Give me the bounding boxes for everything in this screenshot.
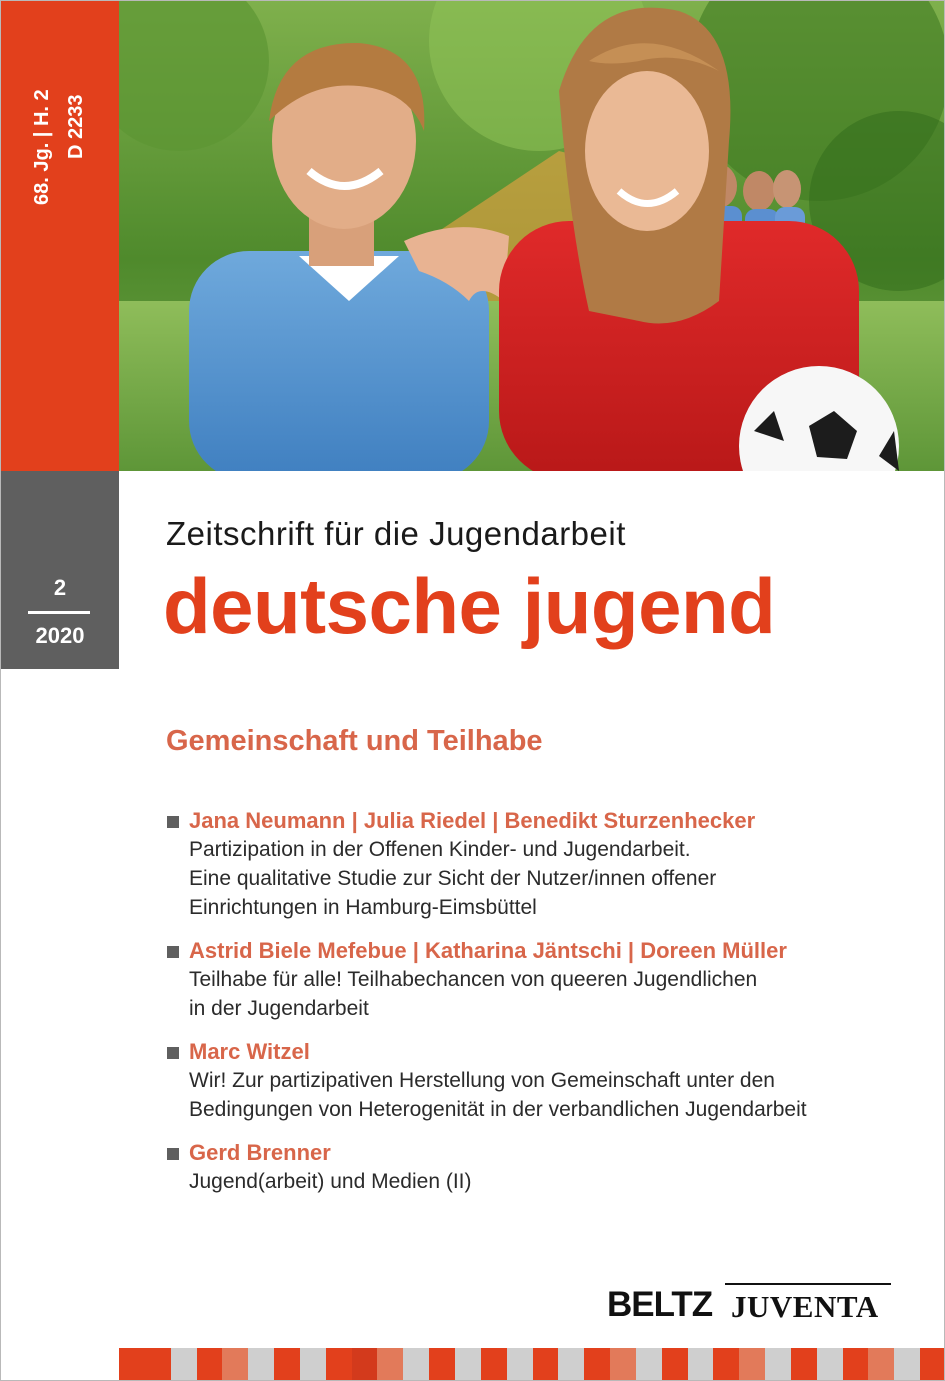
stripe-segment: [507, 1348, 533, 1381]
stripe-segment: [843, 1348, 869, 1381]
stripe-segment: [377, 1348, 403, 1381]
publisher-logo: [607, 1283, 891, 1323]
stripe-segment: [197, 1348, 223, 1381]
journal-subtitle: Zeitschrift für die Jugendarbeit: [166, 515, 626, 552]
stripe-segment: [868, 1348, 894, 1381]
article-authors: Jana Neumann | Julia Riedel | Benedikt Sturzenhecker: [189, 808, 756, 833]
issue-theme: Gemeinschaft und Teilhabe: [166, 725, 543, 757]
stripe-segment: [610, 1348, 636, 1381]
stripe-segment: [584, 1348, 610, 1381]
bullet-square-icon: [167, 1047, 179, 1059]
stripe-segment: [145, 1348, 171, 1381]
stripe-segment: [429, 1348, 455, 1381]
issue-divider: [28, 611, 90, 614]
article-authors: Gerd Brenner: [189, 1140, 331, 1165]
stripe-segment: [481, 1348, 507, 1381]
stripe-segment: [894, 1348, 920, 1381]
article-title-line: Jugend(arbeit) und Medien (II): [189, 1170, 472, 1193]
article-title-line: Wir! Zur partizipativen Herstellung von Gemeinschaft unter den: [189, 1069, 775, 1092]
stripe-segment: [248, 1348, 274, 1381]
stripe-segment: [222, 1348, 248, 1381]
stripe-segment: [920, 1348, 945, 1381]
stripe-segment: [455, 1348, 481, 1381]
stripe-segment: [662, 1348, 688, 1381]
journal-title: deutsche jugend: [163, 562, 776, 650]
article-title-line: Partizipation in der Offenen Kinder- und Jugendarbeit.: [189, 838, 691, 861]
cover-photo: [119, 1, 945, 471]
article-title-line: Einrichtungen in Hamburg-Eimsbüttel: [189, 896, 537, 919]
article-title-line: Bedingungen von Heterogenität in der verbandlichen Jugendarbeit: [189, 1098, 807, 1121]
stripe-segment: [688, 1348, 714, 1381]
article-authors: Marc Witzel: [189, 1039, 310, 1064]
stripe-segment: [171, 1348, 197, 1381]
stripe-segment: [765, 1348, 791, 1381]
article-title-line: in der Jugendarbeit: [189, 997, 369, 1020]
stripe-segment: [326, 1348, 352, 1381]
article-item: [166, 1037, 906, 1124]
article-authors: Astrid Biele Mefebue | Katharina Jäntschi | Doreen Müller: [189, 938, 787, 963]
stripe-segment: [300, 1348, 326, 1381]
stripe-segment: [274, 1348, 300, 1381]
stripe-segment: [713, 1348, 739, 1381]
issue-year: 2020: [35, 623, 85, 648]
publisher-name-beltz: BELTZ: [607, 1285, 713, 1324]
bullet-square-icon: [167, 816, 179, 828]
stripe-segment: [739, 1348, 765, 1381]
bullet-square-icon: [167, 946, 179, 958]
issue-number: 2: [53, 575, 67, 600]
sidebar-red-band: [1, 1, 119, 471]
article-list: [166, 806, 906, 1210]
article-item: [166, 1138, 906, 1196]
stripe-segment: [791, 1348, 817, 1381]
bullet-square-icon: [167, 1148, 179, 1160]
sidebar-volume-block: [31, 41, 91, 205]
logo-rule: [725, 1283, 891, 1285]
article-item: [166, 806, 906, 922]
stripe-segment: [119, 1348, 145, 1381]
stripe-segment: [636, 1348, 662, 1381]
article-item: [166, 936, 906, 1023]
stripe-segment: [817, 1348, 843, 1381]
article-title-line: Teilhabe für alle! Teilhabechancen von queeren Jugendlichen: [189, 968, 758, 991]
stripe-segment: [403, 1348, 429, 1381]
publisher-name-juventa: JUVENTA: [731, 1289, 879, 1324]
stripe-segment: [558, 1348, 584, 1381]
issn-code: D 2233: [65, 94, 87, 159]
article-title-line: Eine qualitative Studie zur Sicht der Nutzer/innen offener: [189, 867, 717, 890]
volume-label: 68. Jg. | H. 2: [31, 89, 53, 205]
stripe-segment: [533, 1348, 559, 1381]
bottom-color-stripe: [119, 1348, 945, 1381]
stripe-segment: [352, 1348, 378, 1381]
